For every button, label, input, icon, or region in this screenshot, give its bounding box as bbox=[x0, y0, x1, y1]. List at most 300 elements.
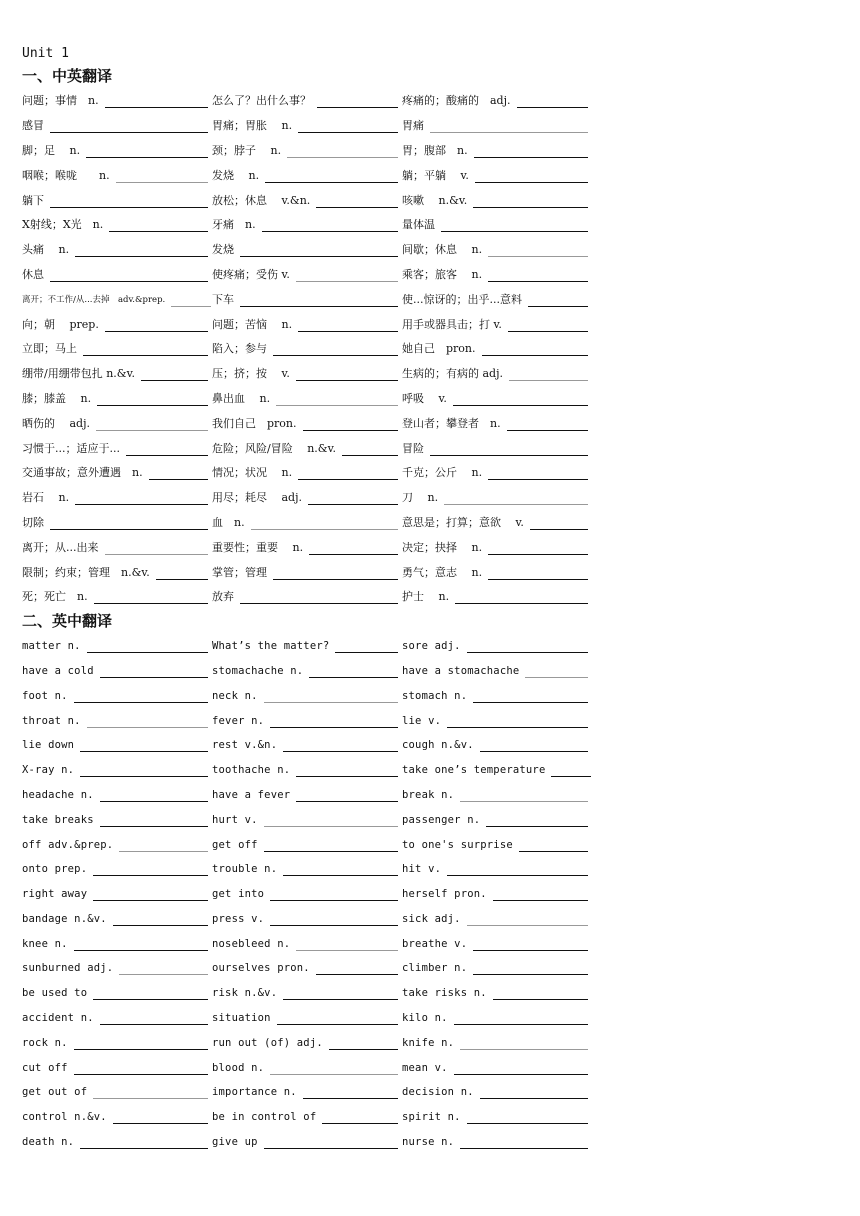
answer-blank[interactable] bbox=[473, 691, 588, 703]
vocab-item bbox=[22, 291, 212, 307]
answer-blank[interactable] bbox=[528, 295, 588, 307]
answer-blank[interactable] bbox=[240, 592, 398, 604]
vocab-term: 重要性；重要 n. bbox=[212, 540, 304, 554]
answer-blank[interactable] bbox=[488, 245, 588, 257]
vocab-term: 使...惊讶的；出乎...意料 bbox=[402, 292, 522, 306]
vocab-item bbox=[402, 1059, 592, 1075]
vocab-item bbox=[212, 117, 402, 133]
answer-blank[interactable] bbox=[342, 444, 398, 456]
vocab-item bbox=[212, 1133, 402, 1149]
vocab-item bbox=[22, 836, 212, 852]
answer-blank[interactable] bbox=[93, 864, 208, 876]
vocab-row bbox=[22, 1079, 642, 1104]
answer-blank[interactable] bbox=[303, 419, 398, 431]
vocab-term: 决定；抉择 n. bbox=[402, 540, 483, 554]
vocab-term: onto prep. bbox=[22, 863, 88, 876]
answer-blank[interactable] bbox=[473, 196, 588, 208]
answer-blank[interactable] bbox=[270, 914, 398, 926]
vocab-term: 压；挤；按 v. bbox=[212, 367, 290, 381]
vocab-item bbox=[22, 860, 212, 876]
vocab-item bbox=[22, 712, 212, 728]
vocab-term: 冒险 bbox=[402, 441, 424, 455]
answer-blank[interactable] bbox=[309, 543, 398, 555]
vocab-item bbox=[212, 464, 402, 480]
answer-blank[interactable] bbox=[270, 889, 398, 901]
vocab-item bbox=[212, 910, 402, 926]
vocab-item bbox=[402, 637, 592, 653]
vocab-term: 陷入；参与 bbox=[212, 342, 267, 356]
answer-blank[interactable] bbox=[74, 1063, 208, 1075]
vocab-item bbox=[212, 836, 402, 852]
answer-blank[interactable] bbox=[50, 270, 208, 282]
vocab-item bbox=[402, 440, 592, 456]
vocab-item bbox=[212, 1009, 402, 1025]
vocab-item bbox=[212, 266, 402, 282]
answer-blank[interactable] bbox=[517, 96, 588, 108]
answer-blank[interactable] bbox=[508, 320, 588, 332]
vocab-item bbox=[212, 1034, 402, 1050]
vocab-term: 问题；事情 n. bbox=[22, 94, 99, 108]
vocab-term: 岩石 n. bbox=[22, 491, 70, 505]
vocab-term: 生病的；有病的 adj. bbox=[402, 367, 504, 381]
vocab-item bbox=[22, 910, 212, 926]
vocab-term: knee n. bbox=[22, 937, 68, 950]
vocab-item bbox=[402, 390, 592, 406]
vocab-term: death n. bbox=[22, 1136, 75, 1149]
answer-blank[interactable] bbox=[105, 543, 209, 555]
vocab-term: to one's surprise bbox=[402, 838, 513, 851]
vocab-row bbox=[22, 262, 642, 287]
vocab-term: break n. bbox=[402, 788, 455, 801]
vocab-term: get out of bbox=[22, 1086, 88, 1099]
section1-list bbox=[22, 88, 642, 609]
vocab-term: sore adj. bbox=[402, 640, 461, 653]
answer-blank[interactable] bbox=[460, 790, 588, 802]
vocab-item bbox=[22, 117, 212, 133]
answer-blank[interactable] bbox=[486, 815, 588, 827]
vocab-term: cough n.&v. bbox=[402, 739, 474, 752]
answer-blank[interactable] bbox=[75, 493, 208, 505]
vocab-term: rock n. bbox=[22, 1036, 68, 1049]
answer-blank[interactable] bbox=[444, 493, 588, 505]
vocab-term: 用手或器具击；打 v. bbox=[402, 317, 502, 331]
vocab-term: headache n. bbox=[22, 788, 94, 801]
answer-blank[interactable] bbox=[277, 1013, 398, 1025]
vocab-term: 用尽；耗尽 adj. bbox=[212, 491, 303, 505]
vocab-term: be in control of bbox=[212, 1111, 317, 1124]
vocab-item bbox=[212, 539, 402, 555]
answer-blank[interactable] bbox=[105, 96, 208, 108]
vocab-item bbox=[402, 564, 592, 580]
answer-blank[interactable] bbox=[270, 716, 398, 728]
vocab-term: 牙痛 n. bbox=[212, 218, 256, 232]
vocab-item bbox=[402, 117, 592, 133]
answer-blank[interactable] bbox=[480, 740, 588, 752]
vocab-term: take risks n. bbox=[402, 987, 487, 1000]
answer-blank[interactable] bbox=[488, 543, 588, 555]
answer-blank[interactable] bbox=[303, 1087, 398, 1099]
vocab-row bbox=[22, 113, 642, 138]
vocab-item bbox=[212, 860, 402, 876]
answer-blank[interactable] bbox=[488, 568, 588, 580]
answer-blank[interactable] bbox=[317, 96, 398, 108]
vocab-row bbox=[22, 485, 642, 510]
answer-blank[interactable] bbox=[74, 691, 208, 703]
vocab-term: 死；死亡 n. bbox=[22, 590, 88, 604]
vocab-item bbox=[402, 266, 592, 282]
answer-blank[interactable] bbox=[316, 963, 398, 975]
answer-blank[interactable] bbox=[50, 518, 208, 530]
answer-blank[interactable] bbox=[460, 1137, 588, 1149]
vocab-term: herself pron. bbox=[402, 888, 487, 901]
answer-blank[interactable] bbox=[50, 121, 208, 133]
answer-blank[interactable] bbox=[113, 1112, 208, 1124]
answer-blank[interactable] bbox=[482, 344, 588, 356]
answer-blank[interactable] bbox=[264, 1137, 398, 1149]
vocab-term: 脚；足 n. bbox=[22, 143, 81, 157]
vocab-item bbox=[402, 1009, 592, 1025]
vocab-row bbox=[22, 88, 642, 113]
answer-blank[interactable] bbox=[93, 1087, 208, 1099]
vocab-row bbox=[22, 856, 642, 881]
vocab-term: have a stomachache bbox=[402, 664, 520, 677]
vocab-item bbox=[402, 464, 592, 480]
answer-blank[interactable] bbox=[100, 666, 208, 678]
answer-blank[interactable] bbox=[86, 146, 208, 158]
vocab-item bbox=[22, 1009, 212, 1025]
vocab-term: lie down bbox=[22, 739, 75, 752]
answer-blank[interactable] bbox=[87, 716, 208, 728]
answer-blank[interactable] bbox=[251, 518, 398, 530]
answer-blank[interactable] bbox=[100, 1013, 208, 1025]
vocab-item bbox=[402, 1034, 592, 1050]
vocab-row bbox=[22, 732, 642, 757]
vocab-item bbox=[212, 637, 402, 653]
answer-blank[interactable] bbox=[273, 568, 398, 580]
vocab-term: spirit n. bbox=[402, 1111, 461, 1124]
answer-blank[interactable] bbox=[283, 864, 398, 876]
vocab-row bbox=[22, 435, 642, 460]
vocab-item bbox=[402, 662, 592, 678]
vocab-term: 膝；膝盖 n. bbox=[22, 391, 92, 405]
vocab-item bbox=[212, 564, 402, 580]
vocab-item bbox=[402, 365, 592, 381]
answer-blank[interactable] bbox=[270, 1063, 398, 1075]
answer-blank[interactable] bbox=[264, 840, 398, 852]
answer-blank[interactable] bbox=[50, 196, 208, 208]
vocab-term: cut off bbox=[22, 1061, 68, 1074]
vocab-item bbox=[402, 489, 592, 505]
vocab-item bbox=[22, 1108, 212, 1124]
answer-blank[interactable] bbox=[453, 394, 588, 406]
answer-blank[interactable] bbox=[100, 790, 208, 802]
answer-blank[interactable] bbox=[454, 1063, 588, 1075]
vocab-item bbox=[22, 142, 212, 158]
answer-blank[interactable] bbox=[441, 220, 588, 232]
answer-blank[interactable] bbox=[454, 1013, 588, 1025]
vocab-item bbox=[212, 687, 402, 703]
vocab-item bbox=[402, 92, 592, 108]
answer-blank[interactable] bbox=[75, 245, 208, 257]
vocab-item bbox=[22, 885, 212, 901]
vocab-item bbox=[22, 786, 212, 802]
vocab-item bbox=[22, 241, 212, 257]
answer-blank[interactable] bbox=[467, 914, 588, 926]
vocab-item bbox=[212, 340, 402, 356]
vocab-item bbox=[22, 464, 212, 480]
vocab-term: nurse n. bbox=[402, 1136, 455, 1149]
vocab-item bbox=[22, 935, 212, 951]
vocab-item bbox=[212, 142, 402, 158]
vocab-item bbox=[212, 415, 402, 431]
answer-blank[interactable] bbox=[335, 641, 398, 653]
answer-blank[interactable] bbox=[105, 320, 208, 332]
vocab-term: 咽喉；喉咙 n. bbox=[22, 168, 110, 182]
vocab-term: decision n. bbox=[402, 1086, 474, 1099]
vocab-term: accident n. bbox=[22, 1012, 94, 1025]
vocab-item bbox=[212, 241, 402, 257]
vocab-item bbox=[402, 1108, 592, 1124]
vocab-term: have a cold bbox=[22, 664, 94, 677]
vocab-item bbox=[212, 588, 402, 604]
answer-blank[interactable] bbox=[149, 468, 208, 480]
vocab-item bbox=[212, 167, 402, 183]
vocab-term: passenger n. bbox=[402, 813, 481, 826]
vocab-term: 切除 bbox=[22, 515, 44, 529]
answer-blank[interactable] bbox=[264, 815, 398, 827]
vocab-item bbox=[402, 761, 592, 777]
answer-blank[interactable] bbox=[519, 840, 588, 852]
vocab-item bbox=[22, 588, 212, 604]
vocab-term: trouble n. bbox=[212, 863, 278, 876]
answer-blank[interactable] bbox=[309, 666, 398, 678]
vocab-row bbox=[22, 881, 642, 906]
vocab-term: sunburned adj. bbox=[22, 962, 114, 975]
answer-blank[interactable] bbox=[447, 716, 588, 728]
vocab-term: 离开；不工作/从...去掉 adv.&prep. bbox=[22, 294, 166, 305]
answer-blank[interactable] bbox=[455, 592, 588, 604]
vocab-row bbox=[22, 1054, 642, 1079]
answer-blank[interactable] bbox=[296, 790, 398, 802]
vocab-item bbox=[22, 984, 212, 1000]
answer-blank[interactable] bbox=[240, 245, 398, 257]
vocab-row bbox=[22, 286, 642, 311]
answer-blank[interactable] bbox=[262, 220, 398, 232]
answer-blank[interactable] bbox=[265, 171, 398, 183]
section2-list bbox=[22, 633, 642, 1154]
answer-blank[interactable] bbox=[322, 1112, 398, 1124]
vocab-item bbox=[22, 1059, 212, 1075]
answer-blank[interactable] bbox=[287, 146, 398, 158]
answer-blank[interactable] bbox=[109, 220, 208, 232]
answer-blank[interactable] bbox=[474, 146, 588, 158]
vocab-item bbox=[22, 514, 212, 530]
vocab-term: control n.&v. bbox=[22, 1111, 107, 1124]
answer-blank[interactable] bbox=[507, 419, 588, 431]
answer-blank[interactable] bbox=[283, 988, 398, 1000]
vocab-term: kilo n. bbox=[402, 1012, 448, 1025]
answer-blank[interactable] bbox=[141, 369, 208, 381]
answer-blank[interactable] bbox=[116, 171, 208, 183]
vocab-term: rest v.&n. bbox=[212, 739, 278, 752]
answer-blank[interactable] bbox=[493, 889, 588, 901]
vocab-item bbox=[212, 885, 402, 901]
vocab-item bbox=[22, 736, 212, 752]
vocab-row bbox=[22, 782, 642, 807]
answer-blank[interactable] bbox=[80, 740, 208, 752]
answer-blank[interactable] bbox=[488, 270, 588, 282]
vocab-item bbox=[22, 340, 212, 356]
vocab-item bbox=[402, 539, 592, 555]
answer-blank[interactable] bbox=[97, 394, 208, 406]
vocab-item bbox=[402, 1133, 592, 1149]
vocab-item bbox=[22, 192, 212, 208]
answer-blank[interactable] bbox=[240, 295, 398, 307]
vocab-item bbox=[22, 415, 212, 431]
answer-blank[interactable] bbox=[296, 270, 398, 282]
vocab-item bbox=[212, 365, 402, 381]
vocab-item bbox=[212, 935, 402, 951]
vocab-item bbox=[22, 662, 212, 678]
answer-blank[interactable] bbox=[308, 493, 398, 505]
answer-blank[interactable] bbox=[473, 939, 588, 951]
answer-blank[interactable] bbox=[87, 641, 208, 653]
vocab-term: 护士 n. bbox=[402, 590, 450, 604]
vocab-item bbox=[22, 564, 212, 580]
answer-blank[interactable] bbox=[296, 939, 398, 951]
answer-blank[interactable] bbox=[488, 468, 588, 480]
answer-blank[interactable] bbox=[316, 196, 398, 208]
answer-blank[interactable] bbox=[296, 369, 398, 381]
answer-blank[interactable] bbox=[480, 1087, 588, 1099]
answer-blank[interactable] bbox=[475, 171, 588, 183]
vocab-term: 怎么了？出什么事？ bbox=[212, 94, 311, 108]
answer-blank[interactable] bbox=[80, 1137, 208, 1149]
answer-blank[interactable] bbox=[100, 815, 208, 827]
answer-blank[interactable] bbox=[525, 666, 588, 678]
vocab-term: 放弃 bbox=[212, 590, 234, 604]
answer-blank[interactable] bbox=[460, 1038, 588, 1050]
answer-blank[interactable] bbox=[264, 691, 398, 703]
vocab-term: 躺下 bbox=[22, 193, 44, 207]
vocab-term: get off bbox=[212, 838, 258, 851]
answer-blank[interactable] bbox=[74, 939, 208, 951]
vocab-row bbox=[22, 1029, 642, 1054]
vocab-term: 问题；苦恼 n. bbox=[212, 317, 293, 331]
answer-blank[interactable] bbox=[467, 1112, 588, 1124]
vocab-item bbox=[212, 662, 402, 678]
vocab-term: 她自己 pron. bbox=[402, 342, 476, 356]
answer-blank[interactable] bbox=[93, 988, 208, 1000]
answer-blank[interactable] bbox=[329, 1038, 398, 1050]
vocab-item bbox=[402, 192, 592, 208]
worksheet bbox=[22, 44, 642, 1153]
answer-blank[interactable] bbox=[126, 444, 208, 456]
vocab-item bbox=[402, 514, 592, 530]
vocab-item bbox=[22, 811, 212, 827]
answer-blank[interactable] bbox=[473, 963, 588, 975]
vocab-row bbox=[22, 534, 642, 559]
vocab-item bbox=[22, 1034, 212, 1050]
vocab-item bbox=[212, 786, 402, 802]
vocab-term: 发烧 n. bbox=[212, 168, 260, 182]
vocab-item bbox=[402, 241, 592, 257]
answer-blank[interactable] bbox=[273, 344, 398, 356]
answer-blank[interactable] bbox=[509, 369, 588, 381]
vocab-row bbox=[22, 187, 642, 212]
answer-blank[interactable] bbox=[74, 1038, 208, 1050]
answer-blank[interactable] bbox=[447, 864, 588, 876]
answer-blank[interactable] bbox=[530, 518, 588, 530]
answer-blank[interactable] bbox=[430, 121, 588, 133]
section1-heading: 一、中英翻译 bbox=[22, 67, 113, 85]
vocab-item bbox=[212, 291, 402, 307]
vocab-item bbox=[22, 316, 212, 332]
vocab-term: 间歇；休息 n. bbox=[402, 243, 483, 257]
vocab-item bbox=[402, 885, 592, 901]
answer-blank[interactable] bbox=[171, 295, 211, 307]
answer-blank[interactable] bbox=[96, 419, 208, 431]
vocab-row bbox=[22, 162, 642, 187]
vocab-row bbox=[22, 336, 642, 361]
answer-blank[interactable] bbox=[80, 765, 208, 777]
vocab-term: 胃；腹部 n. bbox=[402, 143, 468, 157]
answer-blank[interactable] bbox=[283, 740, 398, 752]
vocab-row bbox=[22, 584, 642, 609]
vocab-item bbox=[402, 959, 592, 975]
answer-blank[interactable] bbox=[119, 840, 208, 852]
answer-blank[interactable] bbox=[296, 765, 398, 777]
vocab-item bbox=[22, 167, 212, 183]
answer-blank[interactable] bbox=[113, 914, 208, 926]
answer-blank[interactable] bbox=[298, 320, 398, 332]
vocab-item bbox=[212, 316, 402, 332]
answer-blank[interactable] bbox=[493, 988, 588, 1000]
vocab-item bbox=[22, 266, 212, 282]
answer-blank[interactable] bbox=[298, 468, 398, 480]
vocab-term: be used to bbox=[22, 987, 88, 1000]
answer-blank[interactable] bbox=[467, 641, 588, 653]
vocab-item bbox=[402, 316, 592, 332]
answer-blank[interactable] bbox=[94, 592, 208, 604]
vocab-item bbox=[212, 1083, 402, 1099]
vocab-term: 绷带/用绷带包扎 n.&v. bbox=[22, 367, 135, 381]
vocab-item bbox=[212, 440, 402, 456]
vocab-item bbox=[402, 910, 592, 926]
vocab-term: fever n. bbox=[212, 714, 265, 727]
vocab-term: 胃痛；胃胀 n. bbox=[212, 119, 293, 133]
answer-blank[interactable] bbox=[119, 963, 208, 975]
vocab-row bbox=[22, 237, 642, 262]
answer-blank[interactable] bbox=[298, 121, 398, 133]
vocab-term: 鼻出血 n. bbox=[212, 391, 271, 405]
vocab-term: 登山者；攀登者 n. bbox=[402, 416, 501, 430]
answer-blank[interactable] bbox=[83, 344, 208, 356]
vocab-term: 量体温 bbox=[402, 218, 435, 232]
vocab-term: give up bbox=[212, 1136, 258, 1149]
answer-blank[interactable] bbox=[276, 394, 398, 406]
vocab-term: 我们自己 pron. bbox=[212, 416, 297, 430]
vocab-item bbox=[402, 340, 592, 356]
answer-blank[interactable] bbox=[551, 765, 591, 777]
vocab-term: 呼吸 v. bbox=[402, 391, 447, 405]
vocab-term: 下车 bbox=[212, 292, 234, 306]
answer-blank[interactable] bbox=[430, 444, 588, 456]
answer-blank[interactable] bbox=[93, 889, 208, 901]
answer-blank[interactable] bbox=[156, 568, 208, 580]
vocab-item bbox=[22, 92, 212, 108]
vocab-item bbox=[402, 736, 592, 752]
